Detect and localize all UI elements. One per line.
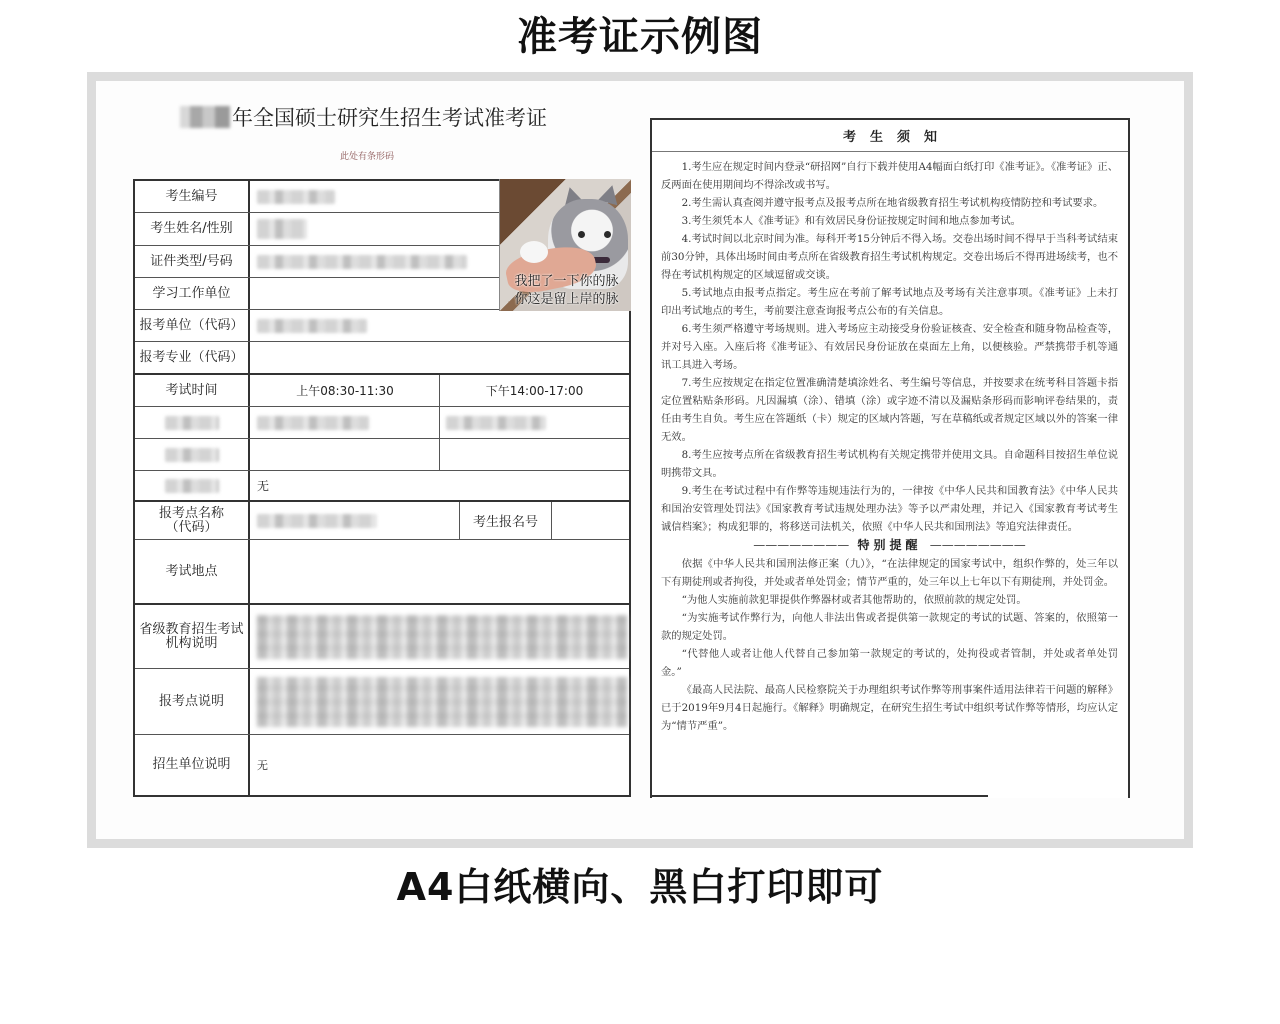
- redacted-label: [165, 448, 219, 462]
- photo-caption-2: 你这是留上岸的脉: [514, 292, 619, 307]
- row-date-1: [135, 407, 629, 439]
- row-exam-site: [135, 502, 629, 540]
- value-registration-no: [551, 502, 629, 539]
- notice-item: 4.考试时间以北京时间为准。每科开考15分钟后不得入场。交卷出场时间不得早于当科考试结束前30分钟，具体出场时间由考点所在省级教育招生考试机构规定。交卷出场后不得再进场续考，也不得在考试机构规定的区域逗留或交谈。: [661, 233, 1118, 281]
- notice-item: 7.考生应按规定在指定位置准确清楚填涂姓名、考生编号等信息，并按要求在统考科目答题卡指定位置粘贴条形码。凡因漏填（涂）、错填（涂）或字迹不清以及漏贴条形码而影响评卷结果的，责任由考生自负。考生应在答题纸（卡）规定的区域内答题，写在草稿纸或者规定区域以外的答案一律无效。: [661, 377, 1118, 443]
- special-reminder-title: 特别提醒: [857, 538, 922, 552]
- row-site-note: [135, 669, 629, 735]
- label-exam-site: 报考点名称（代码）: [135, 502, 250, 539]
- special-paragraph: 依据《中华人民共和国刑法修正案（九）》，“在法律规定的国家考试中，组织作弊的，处三年以下有期徒刑或者拘役，并处或者单处罚金；情节严重的，处三年以上七年以下有期徒刑，并处罚金。: [661, 558, 1118, 588]
- page-heading: 准考证示例图: [517, 14, 763, 60]
- label-candidate-no: 考生编号: [135, 181, 250, 212]
- redacted-label: [165, 416, 219, 430]
- photo-caption-1: 我把了一下你的脉: [514, 274, 619, 289]
- redacted-value: [257, 255, 467, 269]
- label-provincial-note: 省级教育招生考试机构说明: [135, 605, 250, 668]
- special-reminder-heading: ———————— 特别提醒 ————————: [753, 538, 1026, 552]
- notice-item: 8.考生应按考点所在省级教育招生考试机构有关规定携带并使用文具。自命题科目按招生单位说明携带文具。: [661, 449, 1118, 479]
- label-unit-note: 招生单位说明: [135, 735, 250, 795]
- label-exam-time: 考试时间: [135, 375, 250, 406]
- redacted-text-block: [257, 677, 627, 727]
- notice-item: 1.考生应在规定时间内登录“研招网”自行下载并使用A4幅面白纸打印《准考证》。《准考证》正、反两面在使用期间均不得涂改或书写。: [661, 161, 1118, 191]
- candidate-photo: [499, 179, 631, 311]
- redacted-value: [257, 319, 367, 333]
- redacted-value: [257, 514, 377, 528]
- notice-title: 考生须知: [652, 120, 1128, 152]
- page-footer: A4白纸横向、黑白打印即可: [396, 865, 884, 909]
- row-date-2: [135, 439, 629, 471]
- afternoon-session: 下午14:00-17:00: [439, 375, 629, 406]
- notice-item: 2.考生需认真查阅并遵守报考点及报考点所在地省级教育招生考试机构疫情防控和考试要求。: [681, 197, 1104, 209]
- barcode-placeholder: 此处有条形码: [340, 152, 395, 162]
- label-work-unit: 学习工作单位: [135, 278, 250, 309]
- redacted-year: [180, 106, 230, 128]
- redacted-value: [446, 416, 546, 430]
- row-unit-note: [135, 735, 629, 795]
- notice-item: 3.考生须凭本人《准考证》和有效居民身份证按规定时间和地点参加考试。: [681, 215, 1021, 227]
- label-registration-no: 考生报名号: [459, 502, 551, 539]
- label-name-gender: 考生姓名/性别: [135, 213, 250, 245]
- label-site-note: 报考点说明: [135, 669, 250, 734]
- row-other: [135, 471, 629, 502]
- label-apply-unit: 报考单位（代码）: [135, 310, 250, 341]
- ticket-title: [180, 100, 590, 134]
- special-paragraph: “为实施考试作弊行为，向他人非法出售或者提供第一款规定的考试的试题、答案的，依照第一款的规定处罚。: [661, 612, 1118, 642]
- notice-bottom-border: [650, 795, 988, 797]
- value-none: 无: [257, 479, 270, 493]
- row-apply-unit: [135, 310, 629, 342]
- special-paragraph: 《最高人民法院、最高人民检察院关于办理组织考试作弊等刑事案件适用法律若干问题的解释》已于2019年9月4日起施行。《解释》明确规定，在研究生招生考试中组织考试作弊等情形，均应认定为“情节严重”。: [661, 684, 1118, 732]
- redacted-text-block: [257, 615, 627, 659]
- redacted-value: [257, 416, 369, 430]
- redacted-value: [257, 190, 335, 204]
- ticket-table: [133, 179, 631, 797]
- morning-session: 上午08:30-11:30: [296, 384, 394, 398]
- label-exam-location: 考试地点: [135, 540, 250, 603]
- row-provincial-note: [135, 605, 629, 669]
- value-unit-note: 无: [257, 759, 268, 772]
- special-paragraph: “代替他人或者让他人代替自己参加第一款规定的考试的，处拘役或者管制，并处或者单处罚金。”: [661, 648, 1118, 678]
- ticket-title-text: 年全国硕士研究生招生考试准考证: [232, 106, 547, 130]
- row-exam-location: [135, 540, 629, 605]
- row-exam-time: [135, 375, 629, 407]
- row-apply-major: [135, 342, 629, 375]
- notice-item: 5.考试地点由报考点指定。考生应在考前了解考试地点及考场有关注意事项。《准考证》上未打印出考试地点的考生，考前要注意查询报考点公布的有关信息。: [661, 287, 1118, 317]
- redacted-label: [165, 479, 219, 493]
- special-paragraph: “为他人实施前款犯罪提供作弊器材或者其他帮助的，依照前款的规定处罚。: [681, 594, 1027, 606]
- candidate-notice: [650, 118, 1130, 798]
- notice-item: 9.考生在考试过程中有作弊等违规违法行为的，一律按《中华人民共和国教育法》《中华人民共和国治安管理处罚法》《国家教育考试违规处理办法》等予以严肃处理，并记入《国家教育考试考生诚信档案》；构成犯罪的，将移送司法机关，依照《中华人民共和国刑法》等追究法律责任。: [661, 485, 1118, 533]
- redacted-value: [257, 219, 307, 239]
- notice-item: 6.考生须严格遵守考场规则。进入考场应主动接受身份验证核查、安全检查和随身物品检查等，并对号入座。入座后将《准考证》、有效居民身份证放在桌面左上角，以便核验。严禁携带手机等通讯工具进入考场。: [661, 323, 1118, 371]
- label-id-type: 证件类型/号码: [135, 246, 250, 277]
- notice-body: [652, 152, 1128, 735]
- label-apply-major: 报考专业（代码）: [135, 342, 250, 373]
